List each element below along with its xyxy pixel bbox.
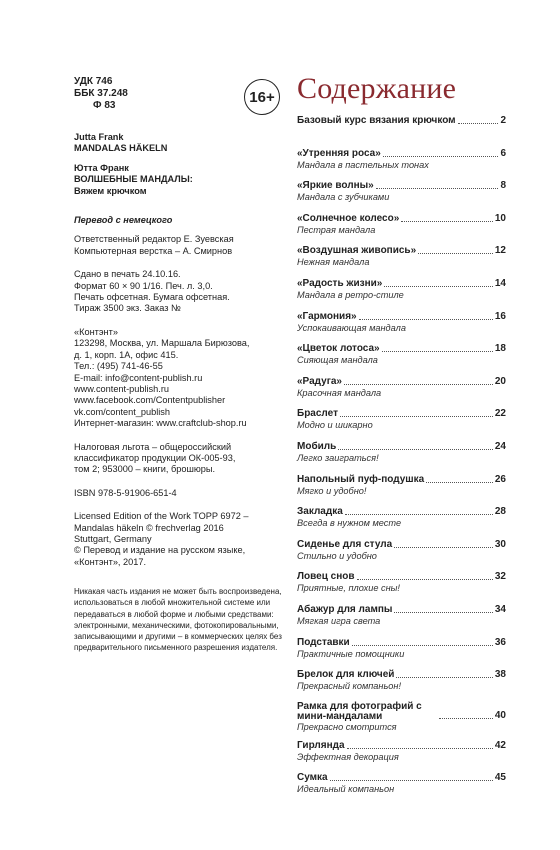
toc-row <box>297 702 506 722</box>
license-line: Licensed Edition of the Work TOPP 6972 – <box>74 511 249 522</box>
original-title: MANDALAS HÄKELN <box>74 143 168 154</box>
toc-entry[interactable] <box>297 669 506 702</box>
toc-row <box>297 408 506 420</box>
toc-leader-dots <box>340 416 493 417</box>
toc-entry[interactable] <box>297 245 506 278</box>
udk-block <box>74 76 286 112</box>
toc-row <box>297 772 506 784</box>
toc-entry[interactable] <box>297 740 506 773</box>
toc-entry-subtitle: Нежная мандала <box>297 257 370 268</box>
toc-leader-dots <box>394 547 493 548</box>
toc-row <box>297 343 506 355</box>
toc-entry[interactable] <box>297 702 506 740</box>
toc-entry[interactable] <box>297 115 506 148</box>
toc-leader-dots <box>359 319 493 320</box>
toc-page-number: 10 <box>494 212 506 224</box>
toc-entry-subtitle: Практичные помощники <box>297 648 405 659</box>
russian-author: Ютта Франк <box>74 162 129 173</box>
bbk-line: ББК 37.248 <box>74 88 128 99</box>
toc-entry[interactable] <box>297 408 506 441</box>
toc-entry-title: «Яркие волны» <box>297 180 374 192</box>
toc-page-number: 36 <box>494 636 506 648</box>
legal-line: использоваться в любой множительной системе или <box>74 598 271 608</box>
toc-entry-title: «Солнечное колесо» <box>297 212 400 224</box>
publisher-block <box>74 327 286 430</box>
tax-line: том 2; 953000 – книги, брошюры. <box>74 464 215 475</box>
toc-leader-dots <box>418 253 493 254</box>
toc-row <box>297 669 506 681</box>
toc-entry-subtitle: Красочная мандала <box>297 387 382 398</box>
toc-entry-title: Базовый курс вязания крючком <box>297 115 456 126</box>
toc-entry-subtitle: Идеальный компаньон <box>297 784 395 795</box>
toc-entry-subtitle: Всегда в нужном месте <box>297 518 402 529</box>
toc-leader-dots <box>330 780 493 781</box>
author-mark: Ф 83 <box>93 100 116 111</box>
toc-page-number: 32 <box>494 571 506 583</box>
toc-page-number: 20 <box>494 375 506 387</box>
toc-entry[interactable] <box>297 278 506 311</box>
translation-note: Перевод с немецкого <box>74 215 173 226</box>
tax-line: Налоговая льгота – общероссийский <box>74 441 232 452</box>
copyright-line: © Перевод и издание на русском языке, <box>74 545 246 556</box>
toc-entry-title: Закладка <box>297 506 343 518</box>
toc-entry-title: Абажур для лампы <box>297 603 393 615</box>
publisher-line: Тел.: (495) 741-46-55 <box>74 361 163 372</box>
toc-page-number: 14 <box>494 277 506 289</box>
toc-leader-dots <box>347 748 493 749</box>
toc-leader-dots <box>458 123 499 124</box>
legal-notice <box>74 586 288 653</box>
toc-row <box>297 474 506 486</box>
toc-entry-subtitle: Стильно и удобно <box>297 550 377 561</box>
print-block <box>74 269 286 315</box>
toc-entry-title: «Утренняя роса» <box>297 147 381 159</box>
toc-entry[interactable] <box>297 506 506 539</box>
publisher-line: Интернет-магазин: www.craftclub-shop.ru <box>74 418 247 429</box>
russian-title-2: Вяжем крючком <box>74 185 147 196</box>
toc-page-number: 18 <box>494 343 506 355</box>
toc-entry-title: «Воздушная живопись» <box>297 245 417 257</box>
publisher-line: vk.com/content_publish <box>74 406 171 417</box>
toc-entry-title: Брелок для ключей <box>297 669 395 681</box>
toc-page-number: 6 <box>500 147 506 159</box>
legal-line: Никакая часть издания не может быть воспроизведена, <box>74 587 282 597</box>
toc-leader-dots <box>357 579 493 580</box>
toc-entry-title: Сумка <box>297 772 328 784</box>
license-line: Mandalas häkeln © frechverlag 2016 <box>74 522 224 533</box>
toc-row <box>297 506 506 518</box>
toc-entry-subtitle: Мандала с зубчиками <box>297 192 390 203</box>
editor-line: Ответственный редактор Е. Зуевская <box>74 234 234 245</box>
toc-row <box>297 441 506 453</box>
toc-leader-dots <box>396 677 492 678</box>
toc-page-number: 34 <box>494 603 506 615</box>
toc-entry-title: «Радуга» <box>297 375 342 387</box>
toc-entry-title: Мобиль <box>297 440 337 452</box>
publisher-line: «Контэнт» <box>74 326 118 337</box>
toc-entry-subtitle: Мягкая игра света <box>297 615 381 626</box>
toc-entry[interactable] <box>297 637 506 670</box>
toc-entry-subtitle: Сияющая мандала <box>297 355 378 366</box>
toc-leader-dots <box>426 482 493 483</box>
toc-entry-title: Подставки <box>297 636 350 648</box>
toc-page-number: 12 <box>494 245 506 257</box>
layout-line: Компьютерная верстка – А. Смирнов <box>74 245 233 256</box>
russian-title-1: ВОЛШЕБНЫЕ МАНДАЛЫ: <box>74 174 193 185</box>
toc-entry-subtitle: Модно и шикарно <box>297 420 373 431</box>
toc-leader-dots <box>394 612 492 613</box>
toc-entry[interactable] <box>297 604 506 637</box>
toc-entry-subtitle: Успокаивающая мандала <box>297 322 406 333</box>
toc-entry-title: Ловец снов <box>297 571 355 583</box>
print-line: Тираж 3500 экз. Заказ № <box>74 303 181 314</box>
print-line: Формат 60 × 90 1/16. Печ. л. 3,0. <box>74 280 213 291</box>
toc-leader-dots <box>344 384 493 385</box>
toc-entry-title: «Цветок лотоса» <box>297 343 380 355</box>
license-line: Stuttgart, Germany <box>74 533 152 544</box>
udk-line: УДК 746 <box>74 76 113 87</box>
legal-line: электронными, механическими, фотокопировальными, <box>74 620 279 630</box>
toc-row <box>297 148 506 160</box>
publisher-line: www.facebook.com/Contentpublisher <box>74 395 226 406</box>
toc-entry-title: Гирлянда <box>297 739 345 751</box>
toc-entry-subtitle: Мандала в пастельных тонах <box>297 159 429 170</box>
copyright-line: «Контэнт», 2017. <box>74 556 147 567</box>
toc-entry-subtitle: Мандала в ретро-стиле <box>297 289 404 300</box>
toc-entry-subtitle: Эффектная декорация <box>297 751 399 762</box>
publisher-line: д. 1, корп. 1А, офис 415. <box>74 349 179 360</box>
toc-row <box>297 311 506 323</box>
toc-row <box>297 571 506 583</box>
toc-leader-dots <box>439 718 493 719</box>
toc-leader-dots <box>352 645 493 646</box>
toc-entry[interactable] <box>297 343 506 376</box>
original-author: Jutta Frank <box>74 132 124 142</box>
toc-entry[interactable] <box>297 213 506 246</box>
toc-row <box>297 245 506 257</box>
toc-entry-title: Напольный пуф-подушка <box>297 473 425 485</box>
toc-entry-subtitle: Приятные, плохие сны! <box>297 583 400 594</box>
legal-line: передаваться в любой форме и любыми средствами: <box>74 609 274 619</box>
toc-entry-subtitle: Мягко и удобно! <box>297 485 367 496</box>
toc-entry[interactable] <box>297 772 506 805</box>
toc-page-number: 2 <box>500 115 506 126</box>
toc-row <box>297 278 506 290</box>
publisher-line: E-mail: info@content-publish.ru <box>74 372 203 383</box>
toc-entry[interactable] <box>297 571 506 604</box>
toc-page-number: 28 <box>494 506 506 518</box>
toc-entry[interactable] <box>297 474 506 507</box>
toc-entry-title: «Гармония» <box>297 310 357 322</box>
toc-entry-title: «Радость жизни» <box>297 277 383 289</box>
toc-entry-subtitle: Пестрая мандала <box>297 224 376 235</box>
toc-entry[interactable] <box>297 311 506 344</box>
toc-row <box>297 637 506 649</box>
toc-page-number: 26 <box>494 473 506 485</box>
isbn: ISBN 978-5-91906-651-4 <box>74 487 177 498</box>
toc-entry-subtitle: Прекрасный компаньон! <box>297 681 402 692</box>
toc-page-number: 38 <box>494 669 506 681</box>
toc-page-number: 22 <box>494 408 506 420</box>
toc-row <box>297 740 506 752</box>
toc-leader-dots <box>338 449 493 450</box>
toc-entry[interactable] <box>297 441 506 474</box>
legal-line: записывающими и другими – в коммерческих целях без <box>74 632 282 641</box>
toc-row <box>297 604 506 616</box>
toc-page-number: 42 <box>494 739 506 751</box>
publisher-line: 123298, Москва, ул. Маршала Бирюзова, <box>74 338 250 349</box>
toc-entry[interactable] <box>297 376 506 409</box>
toc-row <box>297 539 506 551</box>
toc-row <box>297 376 506 388</box>
toc-row <box>297 213 506 225</box>
toc-title: Содержание <box>297 72 457 105</box>
toc-entry-title: Сиденье для стула <box>297 538 393 550</box>
toc-row <box>297 115 506 127</box>
tax-line: классификатор продукции ОК-005-93, <box>74 452 236 463</box>
toc-page-number: 16 <box>494 310 506 322</box>
toc-page-number: 8 <box>500 180 506 192</box>
toc-leader-dots <box>376 188 499 189</box>
tax-block <box>74 442 286 476</box>
imprint-column <box>74 76 286 653</box>
toc-entry[interactable] <box>297 180 506 213</box>
toc-leader-dots <box>383 156 499 157</box>
toc-page-number: 40 <box>494 709 506 721</box>
license-block <box>74 511 286 545</box>
age-rating-text: 16+ <box>249 88 275 106</box>
print-line: Сдано в печать 24.10.16. <box>74 269 181 280</box>
toc-entry-title: Браслет <box>297 408 338 420</box>
toc-page-number: 30 <box>494 538 506 550</box>
editors-block <box>74 234 286 257</box>
print-line: Печать офсетная. Бумага офсетная. <box>74 292 230 303</box>
toc-page-number: 24 <box>494 440 506 452</box>
toc-entry[interactable] <box>297 148 506 181</box>
toc-leader-dots <box>382 351 493 352</box>
toc-page-number: 45 <box>494 772 506 784</box>
publisher-line: www.content-publish.ru <box>74 383 169 394</box>
toc-row <box>297 180 506 192</box>
table-of-contents <box>297 115 506 805</box>
copyright-block <box>74 545 286 568</box>
toc-leader-dots <box>345 514 493 515</box>
toc-entry-title: Рамка для фотографий с мини-мандалами <box>297 700 422 722</box>
toc-entry-subtitle: Прекрасно смотрится <box>297 721 397 732</box>
toc-leader-dots <box>384 286 493 287</box>
toc-entry[interactable] <box>297 539 506 572</box>
legal-line: предварительного письменного разрешения издателя. <box>74 643 278 653</box>
toc-entry-subtitle: Легко заиграться! <box>297 452 379 463</box>
toc-leader-dots <box>401 221 493 222</box>
